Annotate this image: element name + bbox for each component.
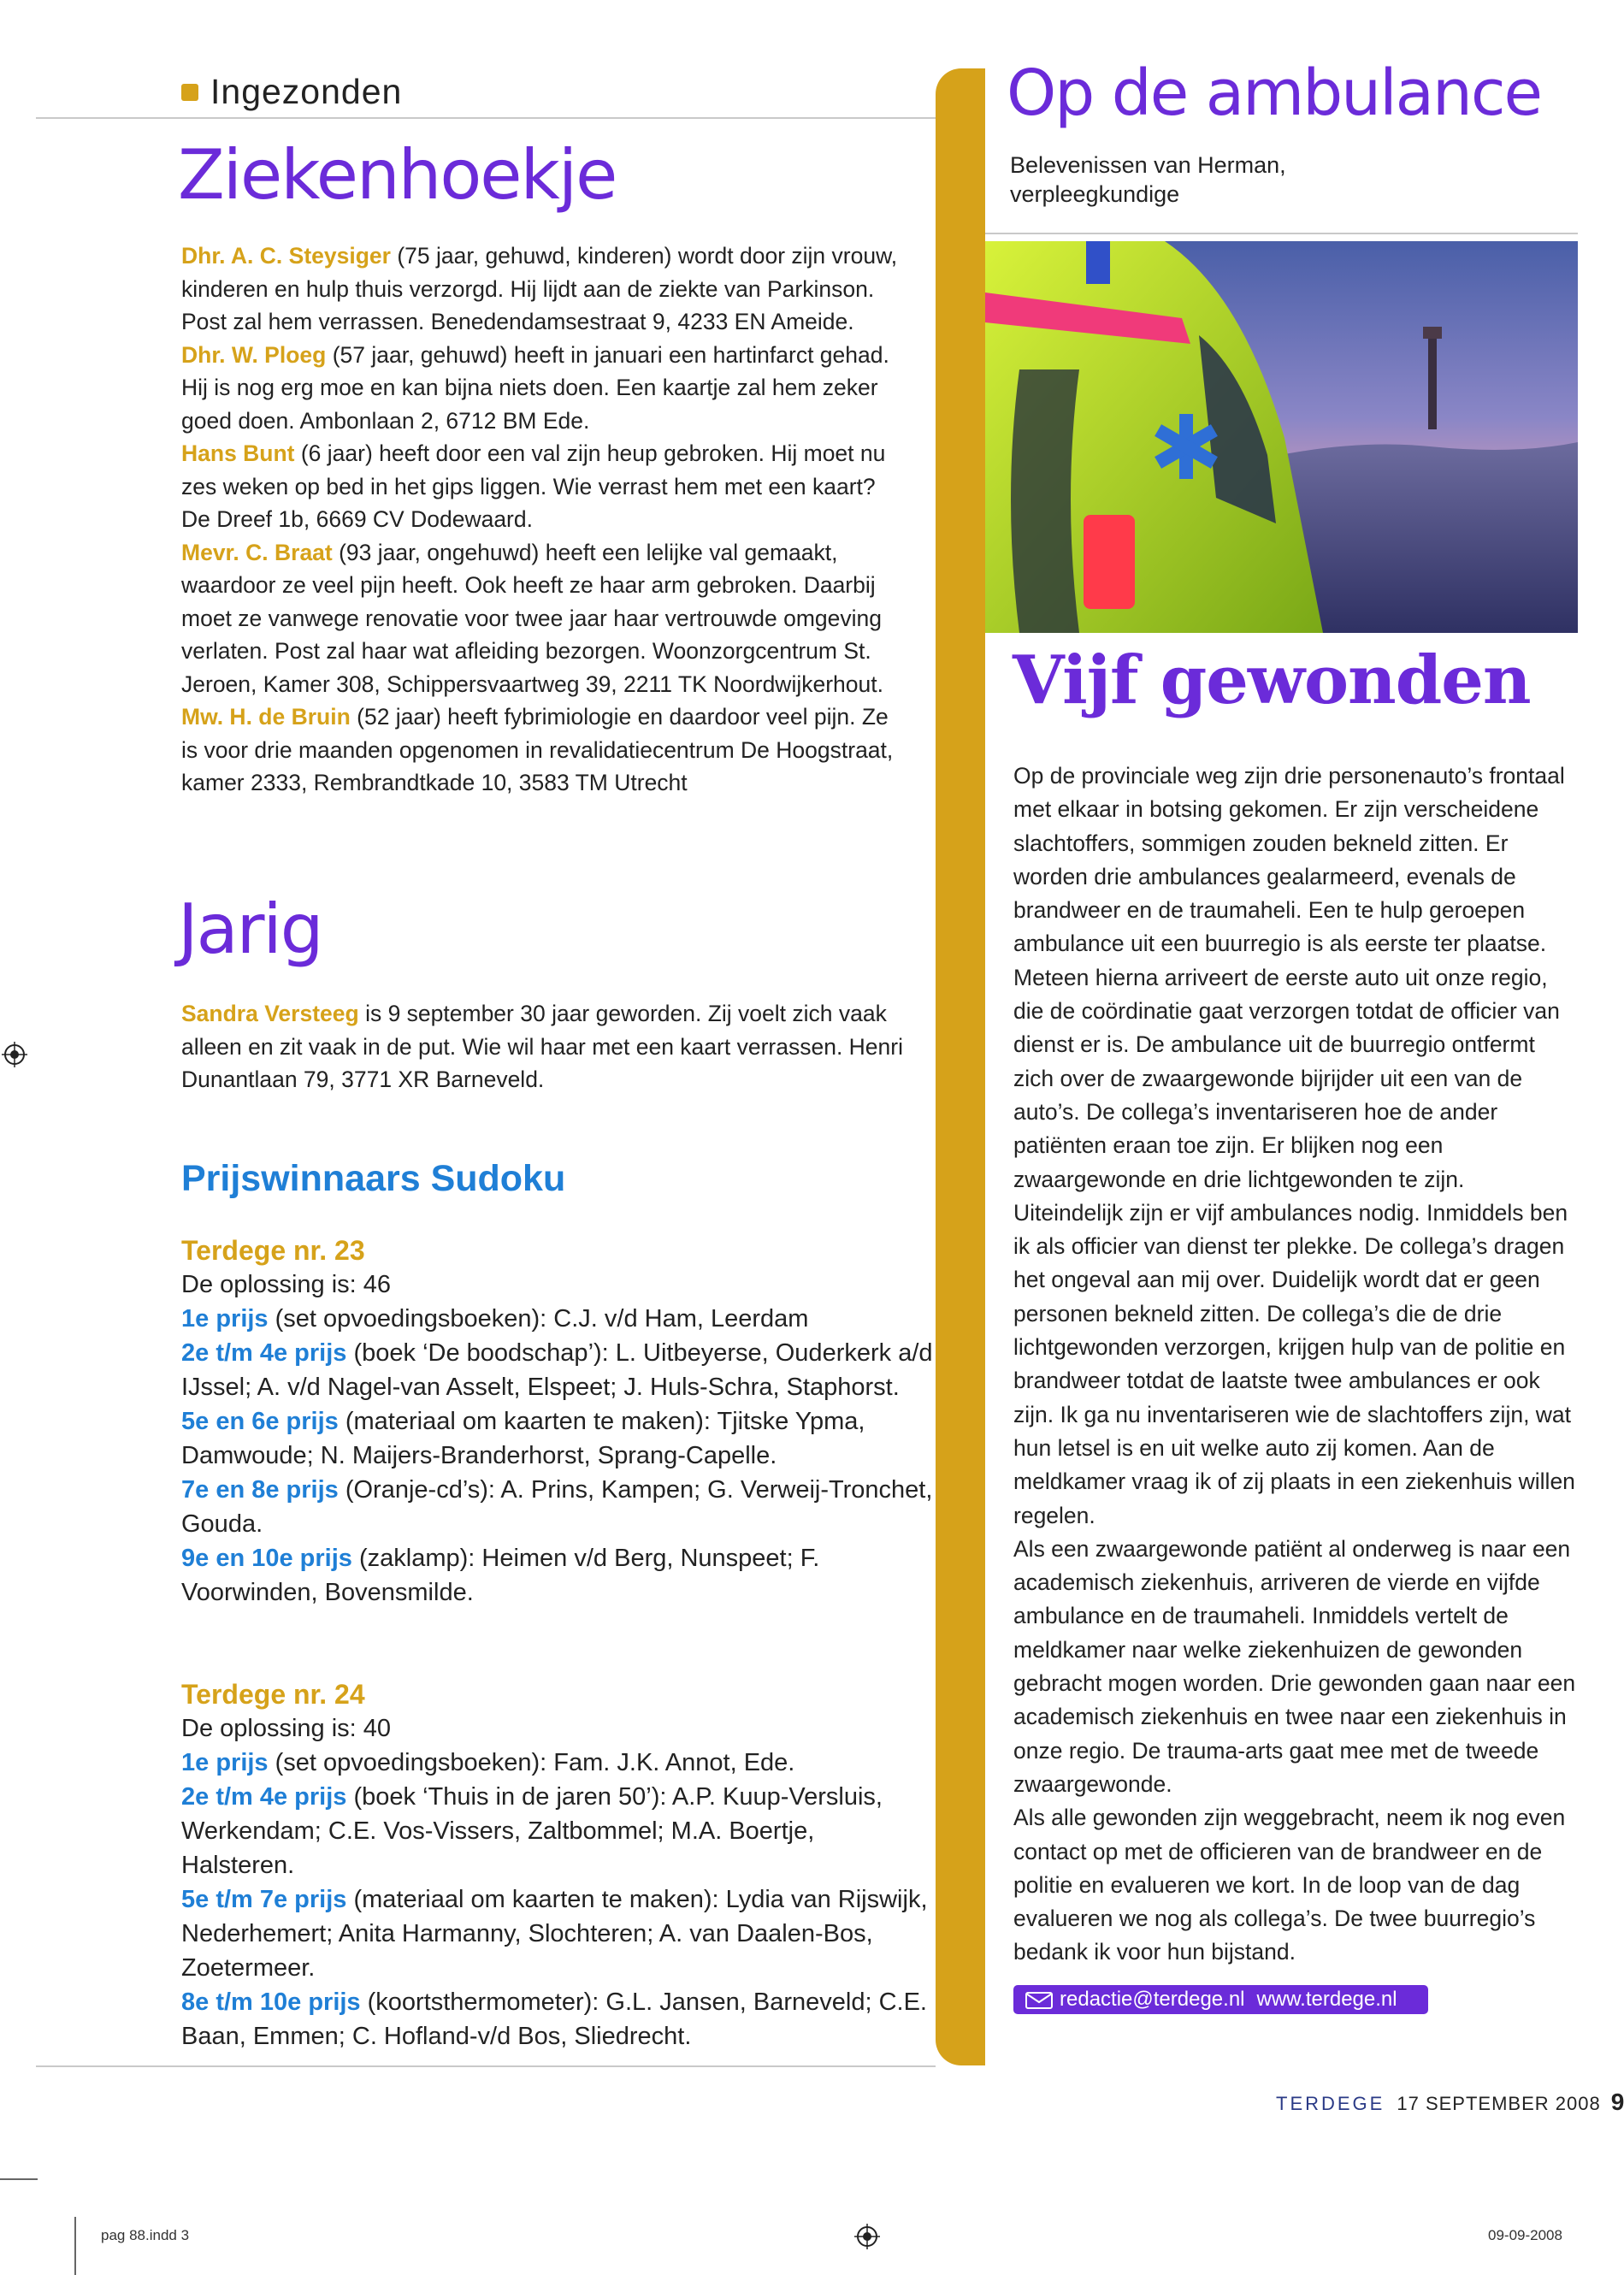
registration-mark-icon (2, 1042, 27, 1067)
article-paragraph: Als een zwaargewonde patiënt al onderweg is naar een academisch ziekenhuis, arriveren de vierde en vijfde ambulance en de traumaheli. Inmiddels vertelt de meldkamer naar welke ziekenhuizen de gewonden gebracht mogen worden. Drie gewonden gaan naar een academisch ziekenhuis en twee naar een ziekenhuis in onze regio. De trauma-arts gaat mee met de tweede zwaargewonde. (1013, 1535, 1576, 1797)
patient-name: Mw. H. de Bruin (181, 704, 351, 730)
prize-label: 1e prijs (181, 1749, 269, 1776)
prize-winners: (koortsthermometer): G.L. Jansen, Barneveld; C.E. Baan, Emmen; C. Hofland-v/d Bos, Sliedrecht. (181, 1988, 927, 2050)
file-slug: pag 88.indd 3 (101, 2227, 190, 2243)
prize-winners: (zaklamp): Heimen v/d Berg, Nunspeet; F. Voorwinden, Bovensmilde. (181, 1545, 820, 1606)
prize-winners: (set opvoedingsboeken): Fam. J.K. Annot, Ede. (268, 1749, 795, 1776)
prize-label: 2e t/m 4e prijs (181, 1783, 347, 1811)
subtitle-line: Belevenissen van Herman, (1010, 152, 1286, 178)
prize-entry (181, 1473, 934, 1541)
divider (985, 233, 1578, 234)
patient-text: (75 jaar, gehuwd, kinderen) wordt door zijn vrouw, kinderen en hulp thuis verzorgd. Hij lijdt aan de ziekte van Parkinson. Post zal hem verrassen. Benedendamsestraat 9, 4233 EN Ameide. (181, 243, 898, 334)
jarig-body (181, 997, 908, 1096)
divider (36, 117, 936, 119)
prize-entry (181, 1882, 934, 1985)
prize-winners: (set opvoedingsboeken): C.J. v/d Ham, Leerdam (268, 1305, 809, 1332)
prize-label: 2e t/m 4e prijs (181, 1339, 347, 1367)
beacon-light (1086, 241, 1110, 284)
birthday-text: is 9 september 30 jaar geworden. Zij voelt zich vaak alleen en zit vaak in de put. Wie wil haar met een kaart verrassen. Henri Dunantlaan 79, 3771 XR Barneveld. (181, 1001, 903, 1092)
ambulance-illustration (985, 241, 1578, 633)
prize-entry (181, 1336, 934, 1404)
sudoku-title: Prijswinnaars Sudoku (181, 1158, 566, 1199)
edition-title: Terdege nr. 24 (181, 1679, 365, 1710)
ambulance-photo (985, 241, 1578, 633)
lighthouse (1428, 335, 1437, 429)
website-link[interactable]: www.terdege.nl (1256, 1988, 1397, 2011)
patient-name: Dhr. A. C. Steysiger (181, 243, 391, 269)
birthday-name: Sandra Versteeg (181, 1001, 359, 1026)
prize-label: 1e prijs (181, 1305, 269, 1332)
email-link[interactable]: redactie@terdege.nl (1060, 1988, 1245, 2011)
folio (1276, 2089, 1624, 2116)
prize-winners: (boek ‘De boodschap’): L. Uitbeyerse, Ouderkerk a/d IJssel; A. v/d Nagel-van Asselt, Elspeet; J. Huls-Schra, Staphorst. (181, 1339, 933, 1401)
article-paragraph: Als alle gewonden zijn weggebracht, neem ik nog even contact op met de officieren van de brandweer en de politie en evalueren we kort. In de loop van de dag evalueren we nog als collega’s. De twee buurregio’s bedank ik voor hun bijstand. (1013, 1805, 1566, 1965)
issue-date: 17 SEPTEMBER 2008 (1397, 2093, 1601, 2114)
magazine-name: TERDEGE (1276, 2093, 1385, 2114)
crop-mark (0, 2178, 38, 2180)
patient-name: Mevr. C. Braat (181, 539, 333, 565)
subtitle-line: verpleegkundige (1010, 181, 1180, 207)
registration-mark-icon (854, 2224, 880, 2249)
patient-entry (181, 536, 908, 701)
birthday-entry (181, 997, 908, 1096)
article-body (1013, 759, 1578, 1970)
prize-entry (181, 1541, 934, 1610)
prize-entry (181, 1985, 934, 2053)
prize-entry (181, 1780, 934, 1882)
contact-pill (1013, 1985, 1428, 2014)
bullet-square-icon (181, 84, 198, 101)
patient-name: Hans Bunt (181, 440, 295, 466)
prize-winners: (Oranje-cd’s): A. Prins, Kampen; G. Verweij-Tronchet, Gouda. (181, 1476, 933, 1538)
prize-winners: (materiaal om kaarten te maken): Tjitske Ypma, Damwoude; N. Maijers-Branderhorst, Sprang-Capelle. (181, 1408, 865, 1469)
patient-text: (93 jaar, ongehuwd) heeft een lelijke val gemaakt, waardoor ze veel pijn heeft. Ook heeft ze haar arm gebroken. Daarbij moet ze vanwege renovatie voor twee jaar haar vertrouwde omgeving verlaten. Post zal haar wat afleiding bezorgen. Woonzorgcentrum St. Jeroen, Kamer 308, Schippersvaartweg 39, 2211 TK Noordwijkerhout. (181, 539, 883, 697)
solution: De oplossing is: 46 (181, 1271, 392, 1298)
jarig-title: Jarig (178, 889, 322, 969)
prize-label: 5e en 6e prijs (181, 1408, 339, 1435)
prize-label: 5e t/m 7e prijs (181, 1886, 347, 1913)
ziekenhoekje-body (181, 239, 908, 800)
page-number: 9 (1610, 2089, 1624, 2115)
prize-label: 9e en 10e prijs (181, 1545, 352, 1572)
crop-mark (74, 2217, 76, 2275)
column-subtitle (1010, 151, 1286, 209)
patient-text: (52 jaar) heeft fybrimiologie en daardoor veel pijn. Ze is voor drie maanden opgenomen in revalidatiecentrum De Hoogstraat, kamer 2333, Rembrandtkade 10, 3583 TM Utrecht (181, 704, 894, 795)
article-title: Vijf gewonden (1013, 641, 1531, 719)
patient-name: Dhr. W. Ploeg (181, 341, 327, 368)
patient-entry (181, 437, 908, 536)
sudoku-edition (181, 1677, 934, 2053)
prize-winners: (materiaal om kaarten te maken): Lydia van Rijswijk, Nederhemert; Anita Harmanny, Slochteren; A. van Daalen-Bos, Zoetermeer. (181, 1886, 928, 1982)
patient-entry (181, 339, 908, 438)
envelope-icon (1025, 1992, 1053, 2009)
section-label: Ingezonden (181, 72, 402, 112)
print-date: 09-09-2008 (1488, 2227, 1562, 2243)
divider (36, 2065, 936, 2067)
prize-entry (181, 1302, 934, 1336)
ambulance-door (1011, 369, 1079, 633)
article-paragraph: Op de provinciale weg zijn drie personenauto’s frontaal met elkaar in botsing gekomen. Er zijn verscheidene slachtoffers, sommigen zouden bekneld zitten. Er worden drie ambulances gealarmeerd, evenals de brandweer en de traumaheli. Een te hulp geroepen ambulance uit een buurregio is als eerste ter plaatse. Meteen hierna arriveert de eerste auto uit onze regio, die de coördinatie gaat verzorgen totdat de officier van dienst er is. De ambulance uit de buurregio ontfermt zich over de zwaargewonde bijrijder uit een van de auto’s. De collega’s inventariseren hoe de ander patiënten eraan toe zijn. Er blijken nog een zwaargewonde en drie lichtgewonden te zijn. Uiteindelijk zijn er vijf ambulances nodig. Inmiddels ben ik als officier van dienst ter plekke. De collega’s dragen het ongeval aan mij over. Duidelijk wordt dat er geen personen bekneld zitten. De collega’s die de drie lichtgewonden verzorgen, krijgen hulp van de politie en brandweer totdat de laatste twee ambulances er ook zijn. Ik ga nu inventariseren wie de slachtoffers zijn, wat hun letsel is en uit welke auto zij komen. Aan de meldkamer vraag ik of zij plaats in een ziekenhuis willen regelen. (1013, 763, 1575, 1528)
prize-label: 8e t/m 10e prijs (181, 1988, 361, 2016)
patient-entry (181, 700, 908, 800)
prize-winners: (boek ‘Thuis in de jaren 50’): A.P. Kuup-Versluis, Werkendam; C.E. Vos-Vissers, Zaltbommel; M.A. Boertje, Halsteren. (181, 1783, 883, 1879)
column-title: Op de ambulance (1007, 56, 1542, 130)
gold-band (936, 68, 985, 2065)
prize-entry (181, 1404, 934, 1473)
solution: De oplossing is: 40 (181, 1715, 392, 1742)
patient-text: (6 jaar) heeft door een val zijn heup gebroken. Hij moet nu zes weken op bed in het gips liggen. Wie verrast hem met een kaart? De Dreef 1b, 6669 CV Dodewaard. (181, 440, 886, 532)
lighthouse-top (1423, 327, 1442, 339)
prize-entry (181, 1746, 934, 1780)
prize-label: 7e en 8e prijs (181, 1476, 339, 1504)
patient-text: (57 jaar, gehuwd) heeft in januari een hartinfarct gehad. Hij is nog erg moe en kan bijna niets doen. Een kaartje zal hem zeker goed doen. Ambonlaan 2, 6712 BM Ede. (181, 341, 889, 434)
edition-title: Terdege nr. 23 (181, 1235, 365, 1266)
ziekenhoekje-title: Ziekenhoekje (178, 135, 617, 215)
sudoku-edition (181, 1233, 934, 1610)
tail-light (1084, 515, 1135, 609)
patient-entry (181, 239, 908, 339)
